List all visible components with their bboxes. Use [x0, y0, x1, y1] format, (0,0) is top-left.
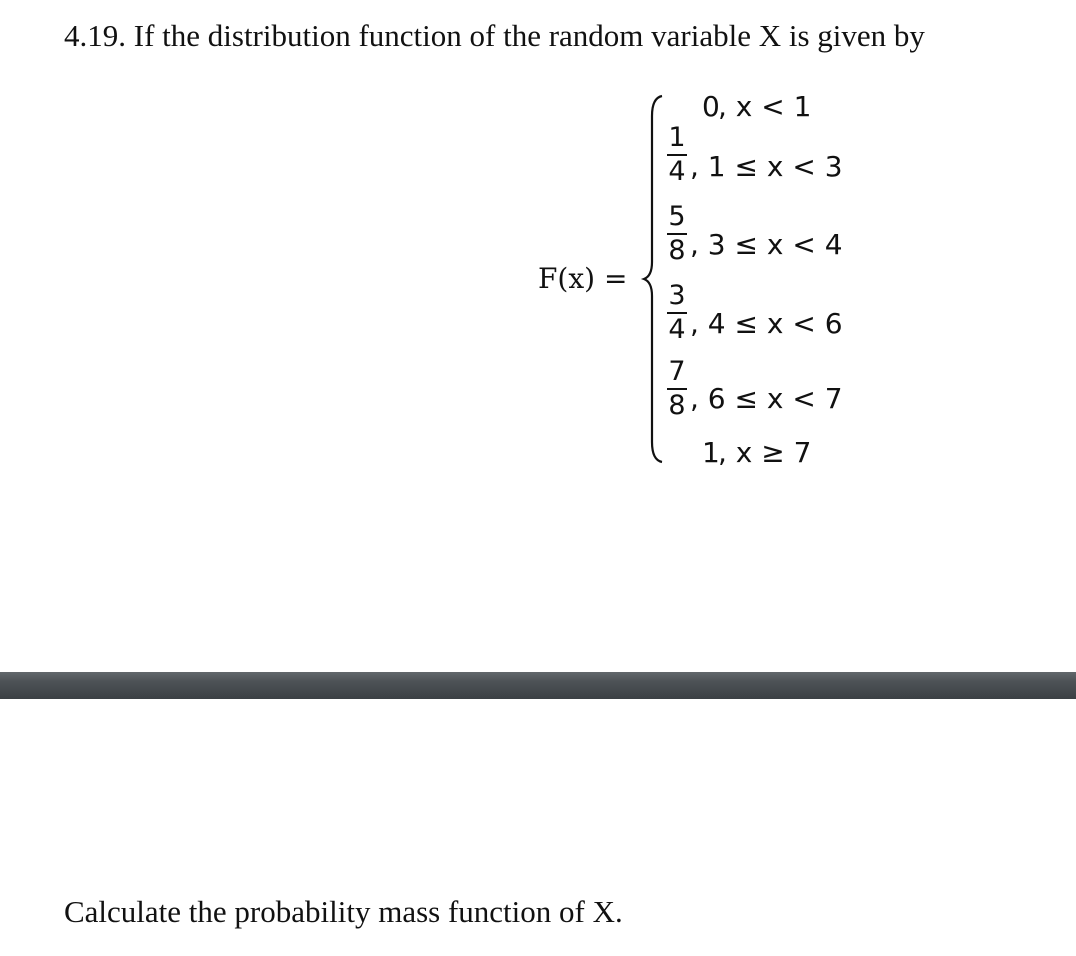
case-4-fraction: [666, 358, 688, 420]
case-3-numerator: 3: [668, 280, 686, 311]
case-3-condition: , 4 ≤ x < 6: [690, 307, 843, 340]
case-4-condition: , 6 ≤ x < 7: [690, 382, 843, 415]
case-1-denominator: 4: [668, 156, 686, 187]
case-3-fraction: [666, 282, 688, 344]
case-4-numerator: 7: [668, 356, 686, 387]
case-2-condition: , 3 ≤ x < 4: [690, 228, 843, 261]
case-4-denominator: 8: [668, 390, 686, 421]
problem-heading: 4.19. If the distribution function of the random variable X is given by: [64, 18, 925, 53]
case-0-value: 0: [702, 90, 720, 123]
case-1-condition: , 1 ≤ x < 3: [690, 150, 843, 183]
case-5-value: 1: [702, 436, 720, 469]
case-1-fraction: [666, 124, 688, 186]
question-text: Calculate the probability mass function of X.: [64, 894, 623, 929]
case-0-condition: , x < 1: [718, 90, 812, 123]
case-2-numerator: 5: [668, 201, 686, 232]
divider-bar: [0, 672, 1076, 699]
case-2-denominator: 8: [668, 235, 686, 266]
left-brace: [640, 94, 666, 464]
function-lhs: F(x) =: [538, 262, 628, 295]
case-5-condition: , x ≥ 7: [718, 436, 812, 469]
case-2-fraction: [666, 203, 688, 265]
case-3-denominator: 4: [668, 314, 686, 345]
case-1-numerator: 1: [668, 122, 686, 153]
